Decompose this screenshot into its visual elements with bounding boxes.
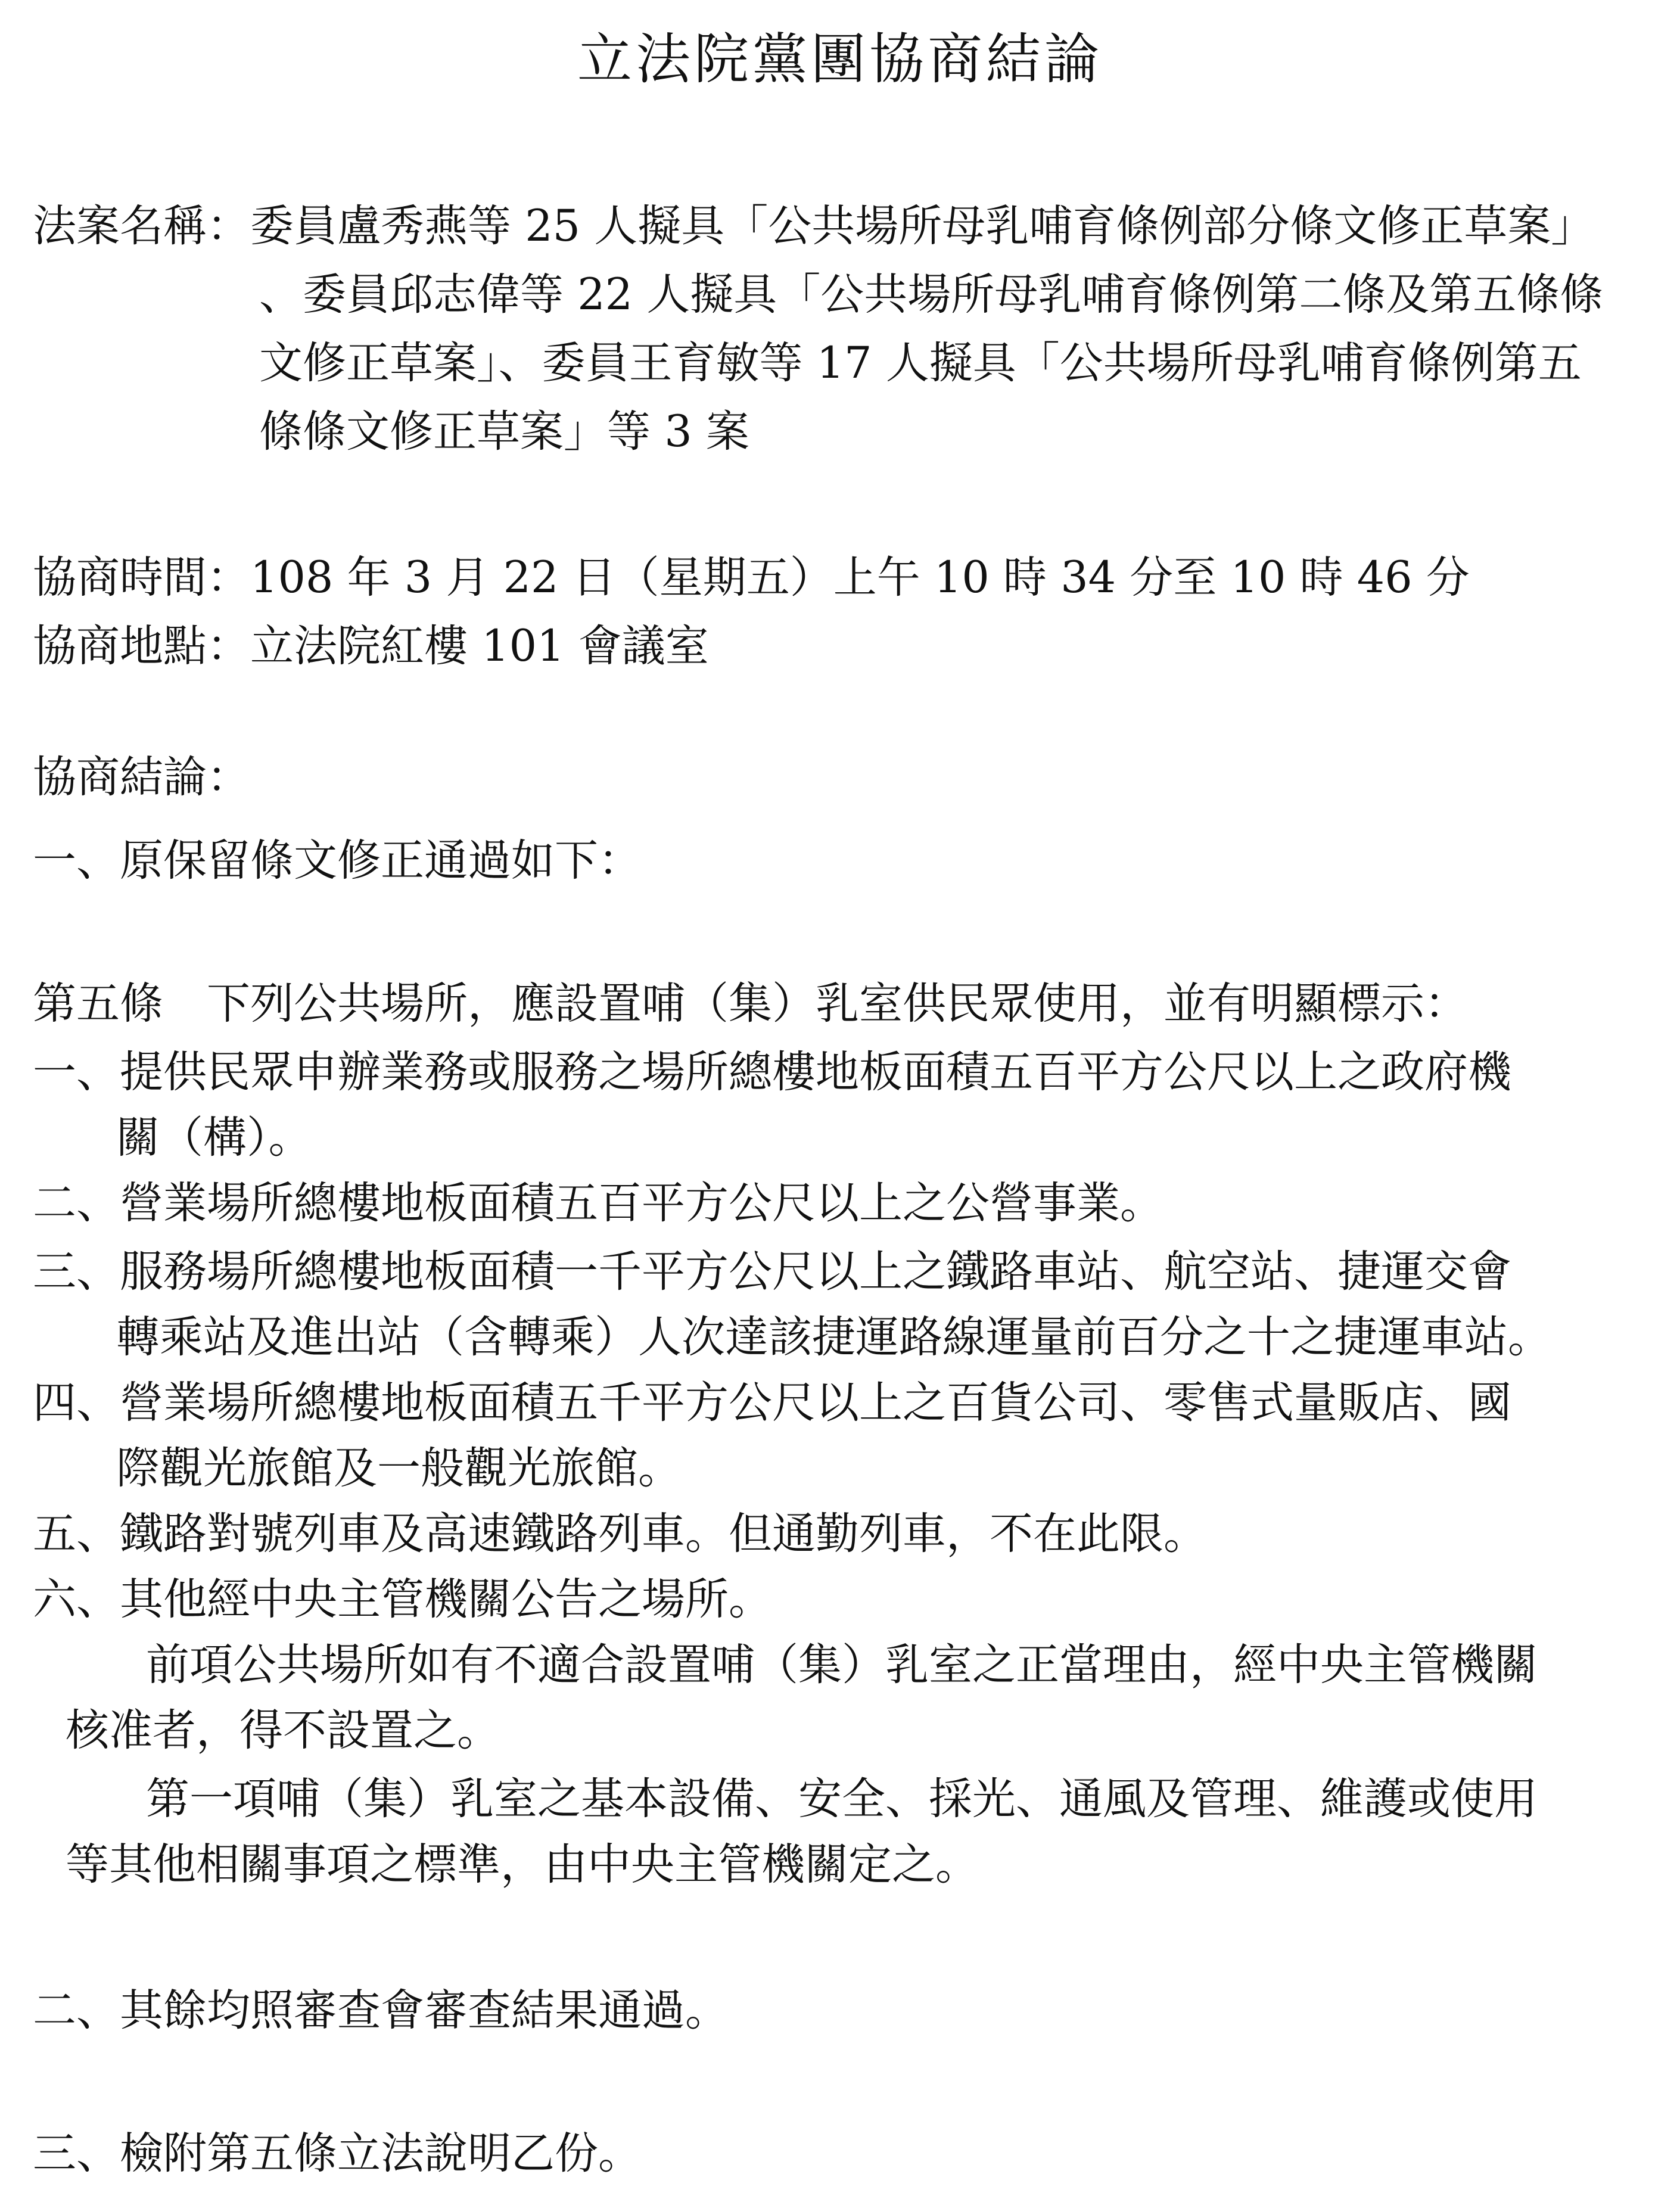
bill-name-line-2: 、委員邱志偉等 22 人擬具「公共場所母乳哺育條例第二條及第五條條	[259, 269, 1604, 320]
bill-name-line-1: 委員盧秀燕等 25 人擬具「公共場所母乳哺育條例部分條文修正草案」	[250, 201, 1595, 251]
negotiation-place-value: 立法院紅樓 101 會議室	[250, 621, 709, 671]
conclusion-item-1: 一、原保留條文修正通過如下：	[33, 835, 642, 886]
article-5-sub-2: 二、營業場所總樓地板面積五百平方公尺以上之公營事業。	[33, 1178, 1163, 1229]
article-5-sub-6: 六、其他經中央主管機關公告之場所。	[33, 1574, 772, 1625]
conclusion-item-3: 三、檢附第五條立法說明乙份。	[33, 2128, 642, 2179]
bill-name-row	[33, 200, 1594, 253]
bill-name-label: 法案名稱：	[33, 201, 250, 251]
article-5-para-2-line-2: 核准者，得不設置之。	[66, 1705, 500, 1756]
article-5-heading: 第五條 下列公共場所，應設置哺（集）乳室供民眾使用，並有明顯標示：	[33, 978, 1468, 1029]
negotiation-time-value: 108 年 3 月 22 日（星期五）上午 10 時 34 分至 10 時 46 分	[250, 552, 1470, 603]
article-5-sub-4-line-2: 際觀光旅館及一般觀光旅館。	[116, 1443, 682, 1494]
article-5-sub-4-line-1: 四、營業場所總樓地板面積五千平方公尺以上之百貨公司、零售式量販店、國	[33, 1377, 1511, 1428]
article-5-para-2-line-1: 前項公共場所如有不適合設置哺（集）乳室之正當理由，經中央主管機關	[146, 1640, 1538, 1690]
conclusion-label: 協商結論：	[33, 752, 250, 803]
negotiation-place-row	[33, 620, 709, 673]
bill-name-line-3: 文修正草案」、委員王育敏等 17 人擬具「公共場所母乳哺育條例第五	[259, 338, 1582, 388]
article-5-para-3-line-2: 等其他相關事項之標準，由中央主管機關定之。	[66, 1839, 979, 1890]
article-5-para-3-line-1: 第一項哺（集）乳室之基本設備、安全、採光、通風及管理、維護或使用	[146, 1774, 1538, 1824]
article-5-sub-5: 五、鐵路對號列車及高速鐵路列車。但通勤列車，不在此限。	[33, 1509, 1207, 1559]
negotiation-time-label: 協商時間：	[33, 552, 250, 603]
article-5-sub-1-line-2: 關（構）。	[116, 1112, 312, 1163]
document-title: 立法院黨團協商結論	[577, 27, 1103, 91]
negotiation-time-row	[33, 551, 1470, 605]
article-5-sub-1-line-1: 一、提供民眾申辦業務或服務之場所總樓地板面積五百平方公尺以上之政府機	[33, 1047, 1511, 1097]
conclusion-item-2: 二、其餘均照審查會審查結果通過。	[33, 1985, 729, 2036]
article-5-sub-3-line-2: 轉乘站及進出站（含轉乘）人次達該捷運路線運量前百分之十之捷運車站。	[116, 1312, 1551, 1363]
negotiation-place-label: 協商地點：	[33, 621, 250, 671]
bill-name-line-4: 條條文修正草案」等 3 案	[259, 406, 749, 457]
article-5-sub-3-line-1: 三、服務場所總樓地板面積一千平方公尺以上之鐵路車站、航空站、捷運交會	[33, 1246, 1511, 1297]
